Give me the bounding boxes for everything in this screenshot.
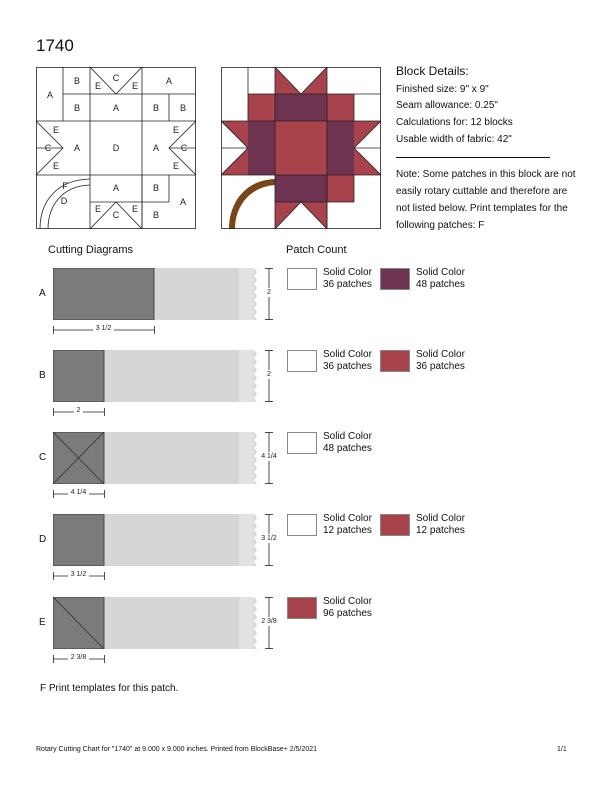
height-label: 2 (267, 289, 271, 296)
piece-label: B (152, 183, 160, 193)
piece-label: E (94, 81, 102, 91)
page-title: 1740 (36, 36, 74, 55)
patch-fabric-name: Solid Color (323, 513, 372, 524)
piece-label: E (131, 204, 139, 214)
patch-info (416, 267, 465, 291)
patch-count: 12 patches (416, 525, 465, 536)
piece-label: B (152, 210, 160, 220)
piece-label: A (165, 76, 173, 86)
patch-cut (53, 350, 104, 402)
piece-label: D (112, 143, 120, 153)
patch-info (323, 513, 372, 537)
patch-count: 48 patches (323, 443, 372, 454)
piece-label: A (112, 103, 120, 113)
piece-label: C (112, 210, 120, 220)
width-label: 3 1/2 (93, 325, 115, 332)
row-label: D (39, 534, 47, 545)
patch-info (416, 513, 465, 537)
finished-size: Finished size: 9" x 9" (396, 84, 489, 95)
width-label: 4 1/4 (68, 489, 90, 496)
footnote: F Print templates for this patch. (40, 683, 179, 694)
color-swatch (380, 268, 410, 290)
color-swatch (380, 514, 410, 536)
color-swatch (287, 597, 317, 619)
patch-info (323, 267, 372, 291)
note-text: Note: Some patches in this block are not easily rotary cuttable and therefore are not listed below. Print templates for the following patches: F (396, 169, 576, 231)
piece-label: E (172, 125, 180, 135)
patch-count: 36 patches (416, 361, 465, 372)
color-swatch (287, 268, 317, 290)
width-label: 2 3/8 (68, 654, 90, 661)
cutting-strip (53, 597, 258, 649)
row-label: E (39, 617, 46, 628)
seam-allowance: Seam allowance: 0.25" (396, 100, 498, 111)
footer-text: Rotary Cutting Chart for "1740" at 9.000 x 9.000 inches. Printed from BlockBase+ 2/5/2021 (36, 746, 318, 753)
patch-count: 36 patches (323, 279, 372, 290)
color-swatch (380, 350, 410, 372)
patch-fabric-name: Solid Color (323, 267, 372, 278)
patch-fabric-name: Solid Color (323, 596, 372, 607)
piece-label: B (73, 103, 81, 113)
color-swatch (287, 432, 317, 454)
row-label: A (39, 288, 46, 299)
piece-label: E (172, 161, 180, 171)
patch-info (416, 349, 465, 373)
details-heading: Block Details: (396, 64, 469, 78)
patch-count: 12 patches (323, 525, 372, 536)
block-outline-diagram (36, 67, 196, 229)
patch-count: 48 patches (416, 279, 465, 290)
cutting-strip (53, 350, 258, 402)
block-color-preview (221, 67, 381, 229)
piece-label: A (152, 143, 160, 153)
cutting-strip (53, 514, 258, 566)
patch-fabric-name: Solid Color (416, 513, 465, 524)
color-swatch (287, 514, 317, 536)
patch-count: 96 patches (323, 608, 372, 619)
patch-cut (53, 268, 154, 320)
height-label: 4 1/4 (261, 453, 277, 460)
piece-label: A (46, 90, 54, 100)
piece-label: E (52, 125, 60, 135)
cutting-strip (53, 268, 258, 320)
patch-fabric-name: Solid Color (323, 431, 372, 442)
patch-info (323, 596, 372, 620)
patch-cut (53, 514, 104, 566)
width-label: 3 1/2 (68, 571, 90, 578)
piece-label: B (73, 76, 81, 86)
patch-info (323, 349, 372, 373)
patch-fabric-name: Solid Color (323, 349, 372, 360)
cutting-diagrams-heading: Cutting Diagrams (48, 244, 133, 256)
piece-label: E (131, 81, 139, 91)
page-number: 1/1 (557, 746, 567, 753)
height-label: 2 (267, 371, 271, 378)
piece-label: F (62, 181, 68, 191)
piece-label: A (112, 183, 120, 193)
piece-label: E (52, 161, 60, 171)
piece-label: B (152, 103, 160, 113)
patch-fabric-name: Solid Color (416, 267, 465, 278)
piece-label: C (112, 73, 120, 83)
height-label: 2 3/8 (261, 618, 277, 625)
patch-fabric-name: Solid Color (416, 349, 465, 360)
cutting-strip (53, 432, 258, 484)
piece-label: E (94, 204, 102, 214)
piece-label: C (180, 143, 188, 153)
color-swatch (287, 350, 317, 372)
row-label: B (39, 370, 46, 381)
divider (396, 157, 550, 158)
piece-label: C (44, 143, 52, 153)
piece-label: A (73, 143, 81, 153)
piece-label: A (179, 197, 187, 207)
patch-info (323, 431, 372, 455)
patch-count: 36 patches (323, 361, 372, 372)
calculations: Calculations for: 12 blocks (396, 117, 513, 128)
height-label: 3 1/2 (261, 535, 277, 542)
patch-count-heading: Patch Count (286, 244, 347, 256)
row-label: C (39, 452, 47, 463)
piece-label: D (60, 196, 68, 206)
width-label: 2 (74, 407, 84, 414)
fabric-width: Usable width of fabric: 42" (396, 134, 512, 145)
piece-label: B (179, 103, 187, 113)
